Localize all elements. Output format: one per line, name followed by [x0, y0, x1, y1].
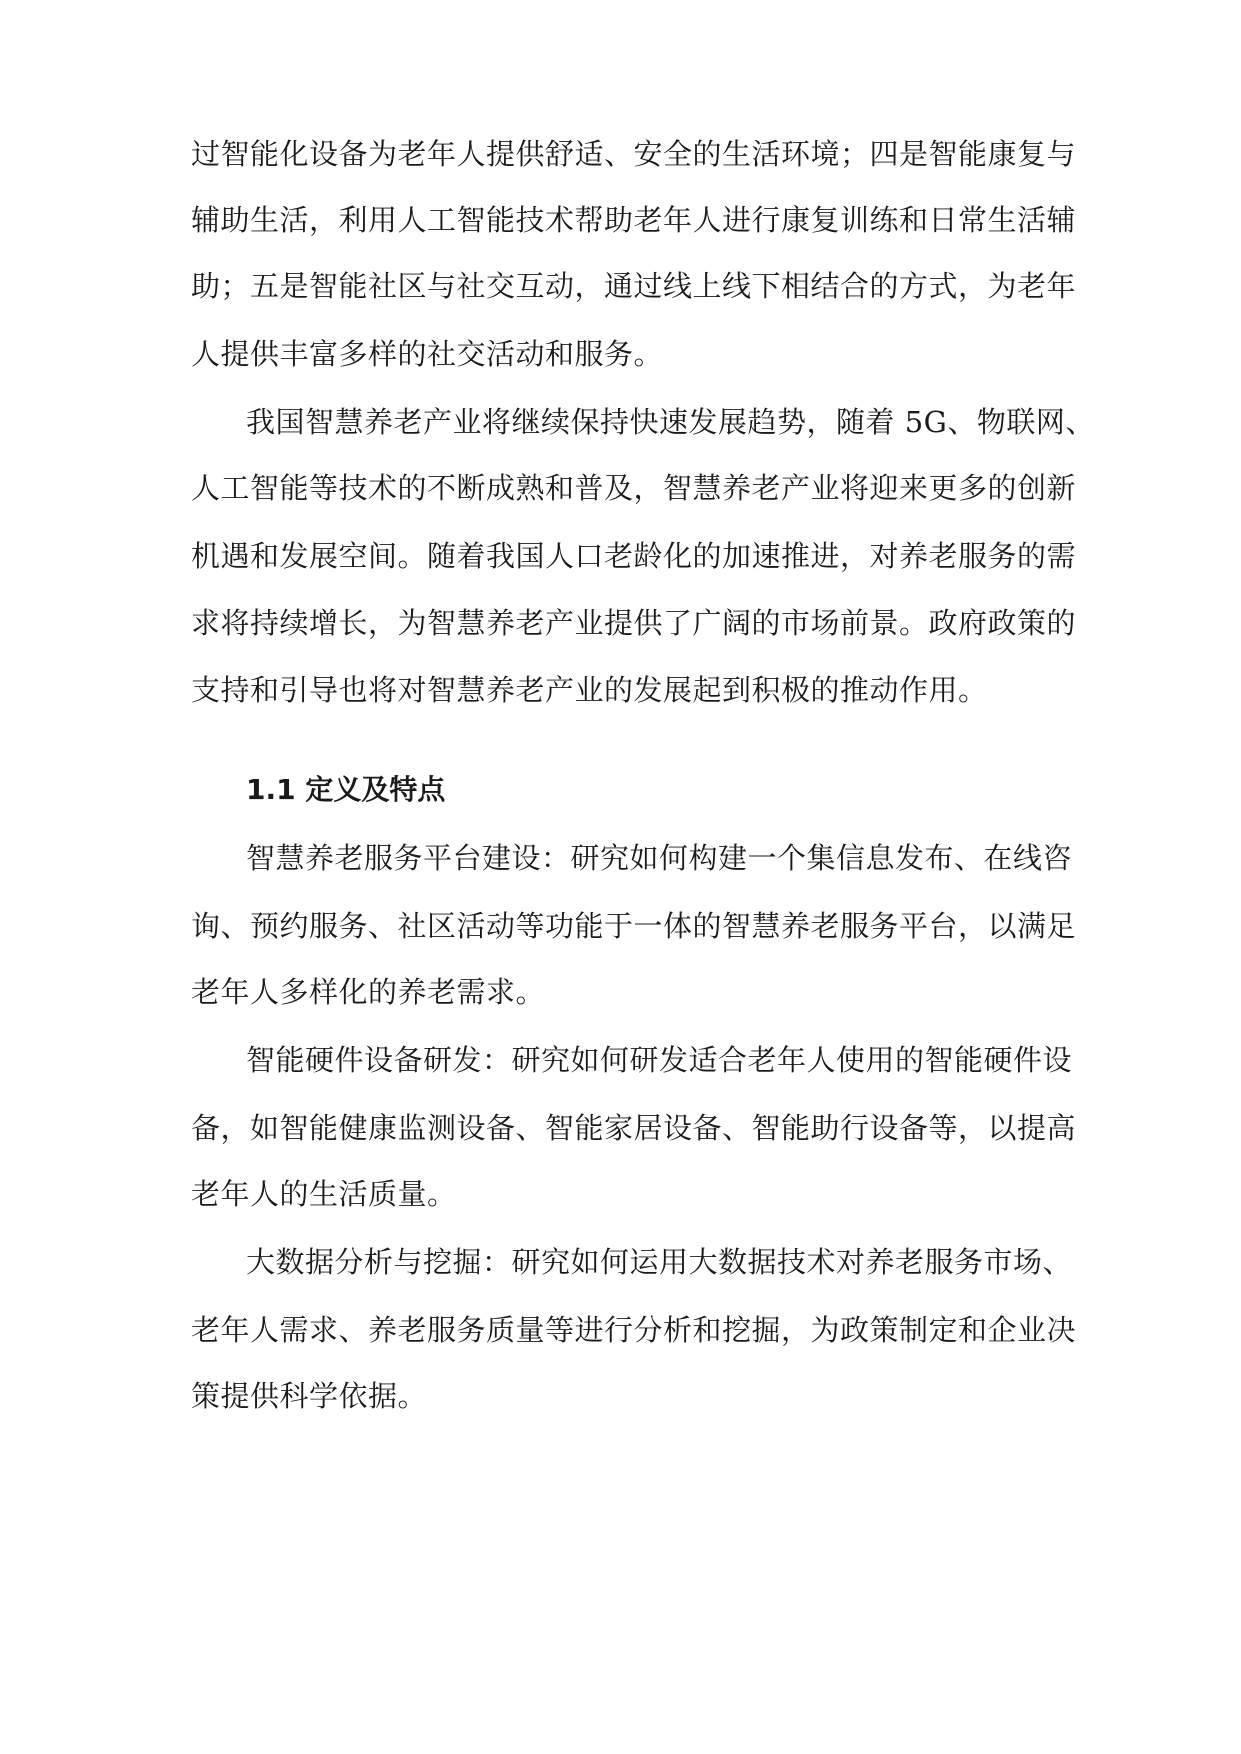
section-paragraph-3-line-3: 策提供科学依据。: [191, 1379, 428, 1413]
paragraph-2-line-3: 机遇和发展空间。随着我国人口老龄化的加速推进，对养老服务的需: [191, 539, 1077, 573]
paragraph-1-line-2: 辅助生活，利用人工智能技术帮助老年人进行康复训练和日常生活辅: [191, 203, 1077, 237]
paragraph-2-line-1: 我国智慧养老产业将继续保持快速发展趋势，随着 5G、物联网、: [246, 405, 1095, 439]
paragraph-1-line-3: 助；五是智能社区与社交互动，通过线上线下相结合的方式，为老年: [191, 269, 1077, 303]
section-heading: 1.1 定义及特点: [246, 773, 446, 806]
paragraph-2-line-2: 人工智能等技术的不断成熟和普及，智慧养老产业将迎来更多的创新: [191, 471, 1077, 505]
section-paragraph-1-line-3: 老年人多样化的养老需求。: [191, 975, 546, 1009]
paragraph-2-line-5: 支持和引导也将对智慧养老产业的发展起到积极的推动作用。: [191, 673, 988, 707]
section-paragraph-1-line-1: 智慧养老服务平台建设：研究如何构建一个集信息发布、在线咨: [246, 841, 1073, 875]
paragraph-1-line-4: 人提供丰富多样的社交活动和服务。: [191, 337, 664, 371]
paragraph-1-line-1: 过智能化设备为老年人提供舒适、安全的生活环境；四是智能康复与: [191, 137, 1077, 171]
section-paragraph-3-line-1: 大数据分析与挖掘：研究如何运用大数据技术对养老服务市场、: [246, 1245, 1073, 1279]
section-paragraph-2-line-3: 老年人的生活质量。: [191, 1177, 457, 1211]
section-paragraph-3-line-2: 老年人需求、养老服务质量等进行分析和挖掘，为政策制定和企业决: [191, 1313, 1077, 1347]
section-paragraph-2-line-2: 备，如智能健康监测设备、智能家居设备、智能助行设备等，以提高: [191, 1111, 1077, 1145]
section-paragraph-1-line-2: 询、预约服务、社区活动等功能于一体的智慧养老服务平台，以满足: [191, 909, 1077, 943]
section-paragraph-2-line-1: 智能硬件设备研发：研究如何研发适合老年人使用的智能硬件设: [246, 1043, 1073, 1077]
paragraph-2-line-4: 求将持续增长，为智慧养老产业提供了广阔的市场前景。政府政策的: [191, 606, 1077, 640]
